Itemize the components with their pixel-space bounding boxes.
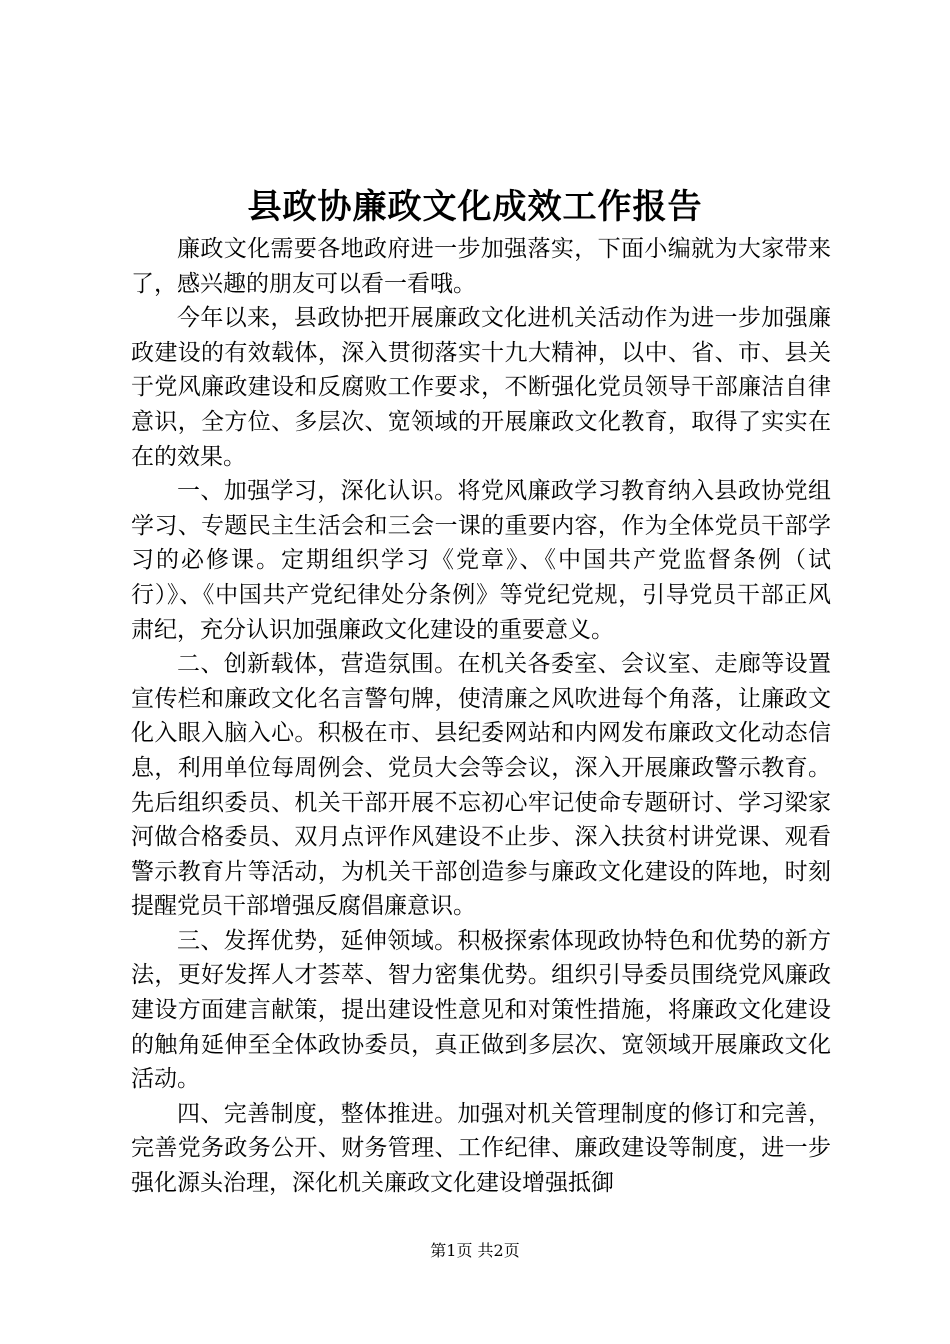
paragraph-section-2: 二、创新载体，营造氛围。在机关各委室、会议室、走廊等设置宣传栏和廉政文化名言警句牌，使清廉之风吹进每个角落，让廉政文化入眼入脑入心。积极在市、县纪委网站和内网发布廉政文化动态信息，利用单位每周例会、党员大会等会议，深入开展廉政警示教育。先后组织委员、机关干部开展不忘初心牢记使命专题研讨、学习梁家河做合格委员、双月点评作风建设不止步、深入扶贫村讲党课、观看警示教育片等活动，为机关干部创造参与廉政文化建设的阵地，时刻提醒党员干部增强反腐倡廉意识。 bbox=[131, 651, 831, 920]
paragraph-section-4: 四、完善制度，整体推进。加强对机关管理制度的修订和完善，完善党务政务公开、财务管理、工作纪律、廉政建设等制度，进一步强化源头治理，深化机关廉政文化建设增强抵御 bbox=[131, 1100, 831, 1197]
paragraph-overview: 今年以来，县政协把开展廉政文化进机关活动作为进一步加强廉政建设的有效载体，深入贯彻落实十九大精神，以中、省、市、县关于党风廉政建设和反腐败工作要求，不断强化党员领导干部廉洁自律意识，全方位、多层次、宽领域的开展廉政文化教育，取得了实实在在的效果。 bbox=[131, 305, 831, 470]
document-title: 县政协廉政文化成效工作报告 bbox=[247, 187, 703, 227]
document-body bbox=[131, 232, 831, 1201]
paragraph-section-1: 一、加强学习，深化认识。将党风廉政学习教育纳入县政协党组学习、专题民主生活会和三会一课的重要内容，作为全体党员干部学习的必修课。定期组织学习《党章》、《中国共产党监督条例（试行）》、《中国共产党纪律处分条例》等党纪党规，引导党员干部正风肃纪，充分认识加强廉政文化建设的重要意义。 bbox=[131, 478, 831, 643]
page-number-footer: 第1页 共2页 bbox=[430, 1241, 520, 1260]
paragraph-section-3: 三、发挥优势，延伸领域。积极探索体现政协特色和优势的新方法，更好发挥人才荟萃、智力密集优势。组织引导委员围绕党风廉政建设方面建言献策，提出建设性意见和对策性措施，将廉政文化建设的触角延伸至全体政协委员，真正做到多层次、宽领域开展廉政文化活动。 bbox=[131, 927, 831, 1093]
paragraph-intro: 廉政文化需要各地政府进一步加强落实，下面小编就为大家带来了，感兴趣的朋友可以看一看哦。 bbox=[131, 236, 831, 297]
